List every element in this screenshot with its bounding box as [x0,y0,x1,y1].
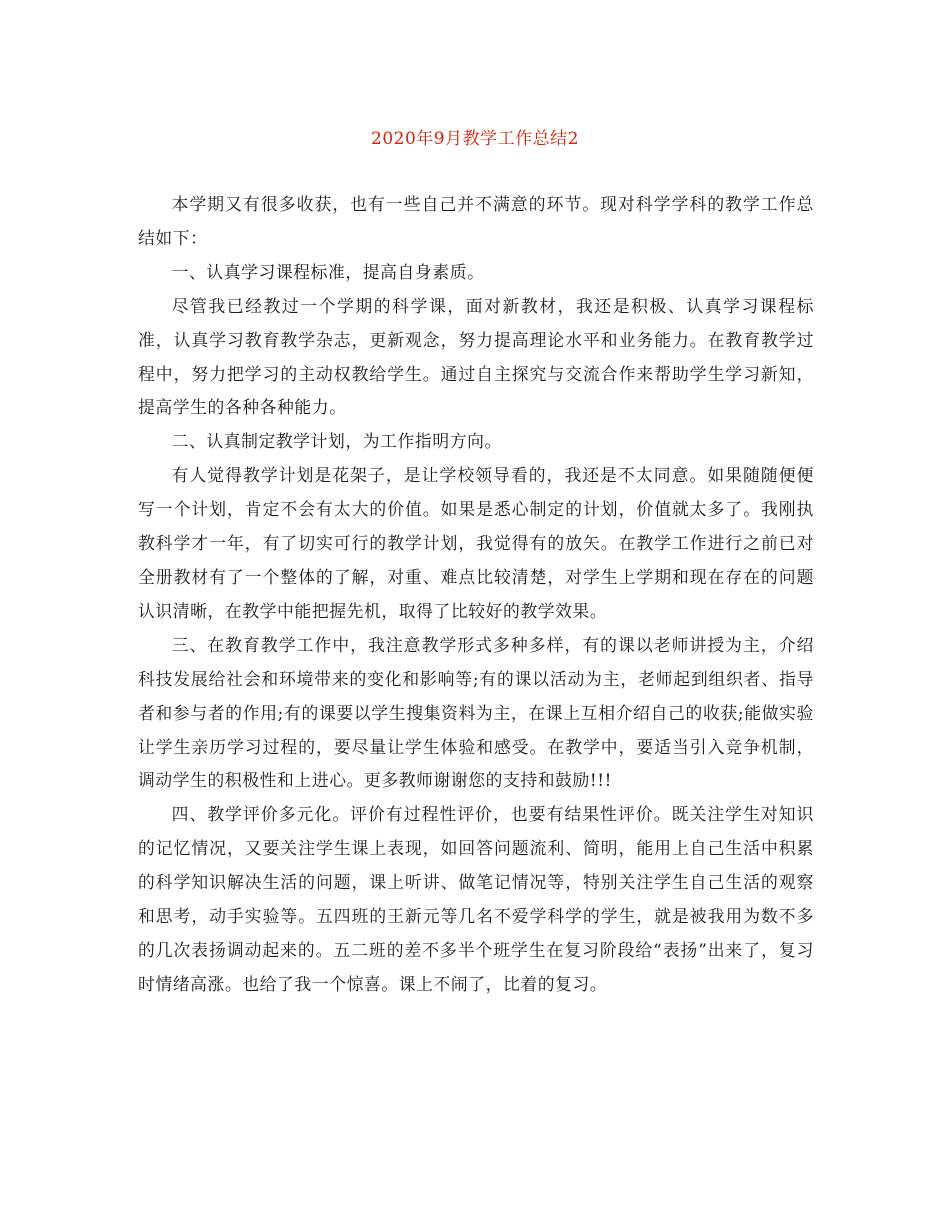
intro-paragraph: 本学期又有很多收获，也有一些自己并不满意的环节。现对科学学科的教学工作总结如下： [138,194,814,248]
document-title: 2020年9月教学工作总结2 [371,129,579,149]
section-heading-1: 一、认真学习课程标准，提高自身素质。 [171,261,485,282]
section-paragraph-3: 三、在教育教学工作中，我注意教学形式多种多样，有的课以老师讲授为主，介绍科技发展给社会和环境带来的变化和影响等;有的课以活动为主，老师起到组织者、指导者和参与者的作用;有的课要以学生搜集资料为主，在课上互相介绍自己的收获;能做实验让学生亲历学习过程的，要尽量让学生体验和感受。在教学中，要适当引入竞争机制，调动学生的积极性和上进心。更多教师谢谢您的支持和鼓励!!! [138,634,814,791]
section-heading-2: 二、认真制定教学计划，为工作指明方向。 [171,431,502,452]
section-paragraph-4: 四、教学评价多元化。评价有过程性评价，也要有结果性评价。既关注学生对知识的记忆情况，又要关注学生课上表现，如回答问题流利、简明，能用上自己生活中积累的科学知识解决生活的问题，课上听讲、做笔记情况等，特别关注学生自己生活的观察和思考，动手实验等。五四班的王新元等几名不爱学科学的学生，就是被我用为数不多的几次表扬调动起来的。五二班的差不多半个班学生在复习阶段给“表扬”出来了，复习时情绪高涨。也给了我一个惊喜。课上不闹了，比着的复习。 [138,804,814,994]
section-paragraph-1: 尽管我已经教过一个学期的科学课，面对新教材，我还是积极、认真学习课程标准，认真学习教育教学杂志，更新观念，努力提高理论水平和业务能力。在教育教学过程中，努力把学习的主动权教给学生。通过自主探究与交流合作来帮助学生学习新知，提高学生的各种各种能力。 [138,295,814,418]
document-body [138,188,814,1002]
section-paragraph-2: 有人觉得教学计划是花架子，是让学校领导看的，我还是不太同意。如果随随便便写一个计划，肯定不会有太大的价值。如果是悉心制定的计划，价值就太多了。我刚执教科学才一年，有了切实可行的教学计划，我觉得有的放矢。在教学工作进行之前已对全册教材有了一个整体的了解，对重、难点比较清楚，对学生上学期和现在存在的问题认识清晰，在教学中能把握先机，取得了比较好的教学效果。 [138,465,814,621]
